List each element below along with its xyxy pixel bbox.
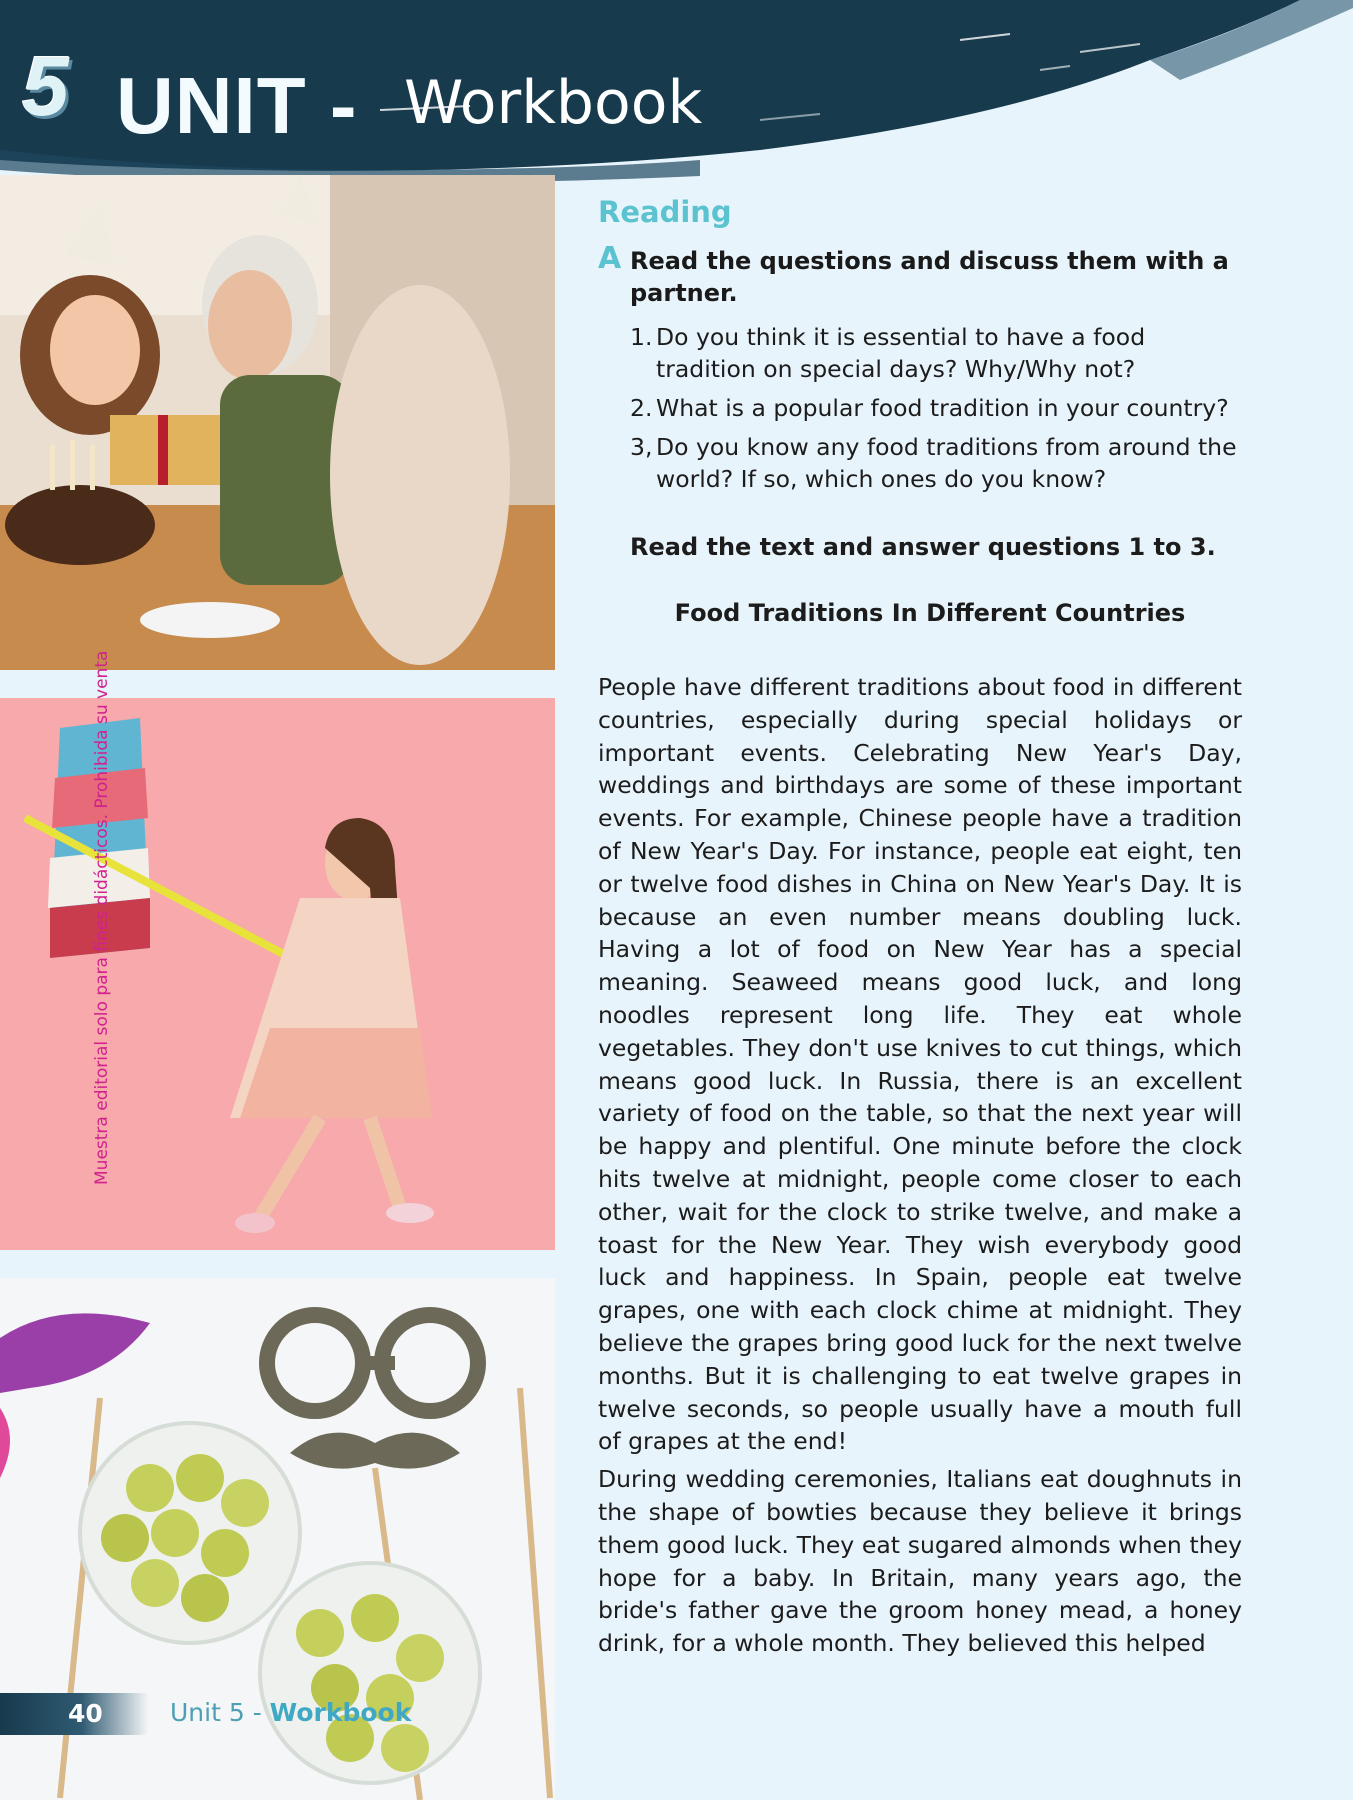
question-item [630, 321, 1242, 385]
birthday-party-photo [0, 175, 555, 670]
footer-label [170, 1698, 411, 1727]
passage-paragraph: During wedding ceremonies, Italians eat doughnuts in the shape of bowties because they believe it brings them good luck. They eat sugared almonds when they hope for a baby. In Britain, many years ago, the bride's father gave the groom honey mead, a honey drink, for a whole month. They believed this helped [598, 1465, 1242, 1658]
task-letter: A [598, 241, 622, 276]
page-number-tab [0, 1693, 148, 1735]
question-number: 3, [630, 433, 653, 461]
question-text: Do you know any food traditions from around the world? If so, which ones do you know? [656, 433, 1237, 493]
unit-number: 5 [22, 39, 69, 133]
task-a-instruction: Read the questions and discuss them with a partner. [630, 247, 1229, 307]
question-item [630, 392, 1242, 424]
page-number: 40 [68, 1699, 103, 1728]
reading-section [598, 195, 1242, 1665]
passage-paragraph: People have different traditions about food in different countries, especially during special holidays or important events. Celebrating New Year's Day, weddings and birthdays are some of these important events. For example, Chinese people have a tradition of New Year's Day. For instance, people eat eight, ten or twelve food dishes in China on New Year's Day. It is because an even number means doubling luck. Having a lot of food on New Year has a special meaning. Seaweed means good luck, and long noodles represent long life. They eat whole vegetables. They don't use knives to cut things, which means good luck. In Russia, there is an excellent variety of food on the table, so that the next year will be happy and plentiful. One minute before the clock hits twelve at midnight, people come closer to each other, wait for the clock to strike twelve, and make a toast for the New Year. They wish everybody good luck and happiness. In Spain, people eat twelve grapes, one with each clock chime at midnight. They believe the grapes bring good luck for the next twelve months. But it is challenging to eat twelve grapes in twelve seconds, so people usually have a mouth full of grapes at the end! [598, 673, 1242, 1456]
question-text: Do you think it is essential to have a food tradition on special days? Why/Why not? [656, 323, 1146, 383]
question-number: 2. [630, 394, 653, 422]
reading-passage [598, 671, 1242, 1660]
task-b-instruction: Read the text and answer questions 1 to 3. [630, 533, 1216, 561]
task-a [598, 241, 1242, 309]
question-number: 1. [630, 323, 653, 351]
header-banner [0, 0, 1353, 190]
footer-label-bold: Workbook [269, 1698, 412, 1727]
discussion-questions [598, 321, 1242, 495]
girl-pinata-photo [0, 698, 555, 1250]
unit-subtitle: Workbook [404, 68, 703, 138]
question-item [630, 431, 1242, 495]
watermark-text: Muestra editorial solo para fines didácticos. Prohibida su venta [92, 650, 112, 1185]
unit-heading: UNIT - [116, 61, 358, 150]
passage-title: Food Traditions In Different Countries [674, 599, 1186, 627]
footer-label-plain: Unit 5 - [170, 1698, 270, 1727]
section-title: Reading [598, 195, 732, 229]
question-text: What is a popular food tradition in your country? [656, 394, 1229, 422]
